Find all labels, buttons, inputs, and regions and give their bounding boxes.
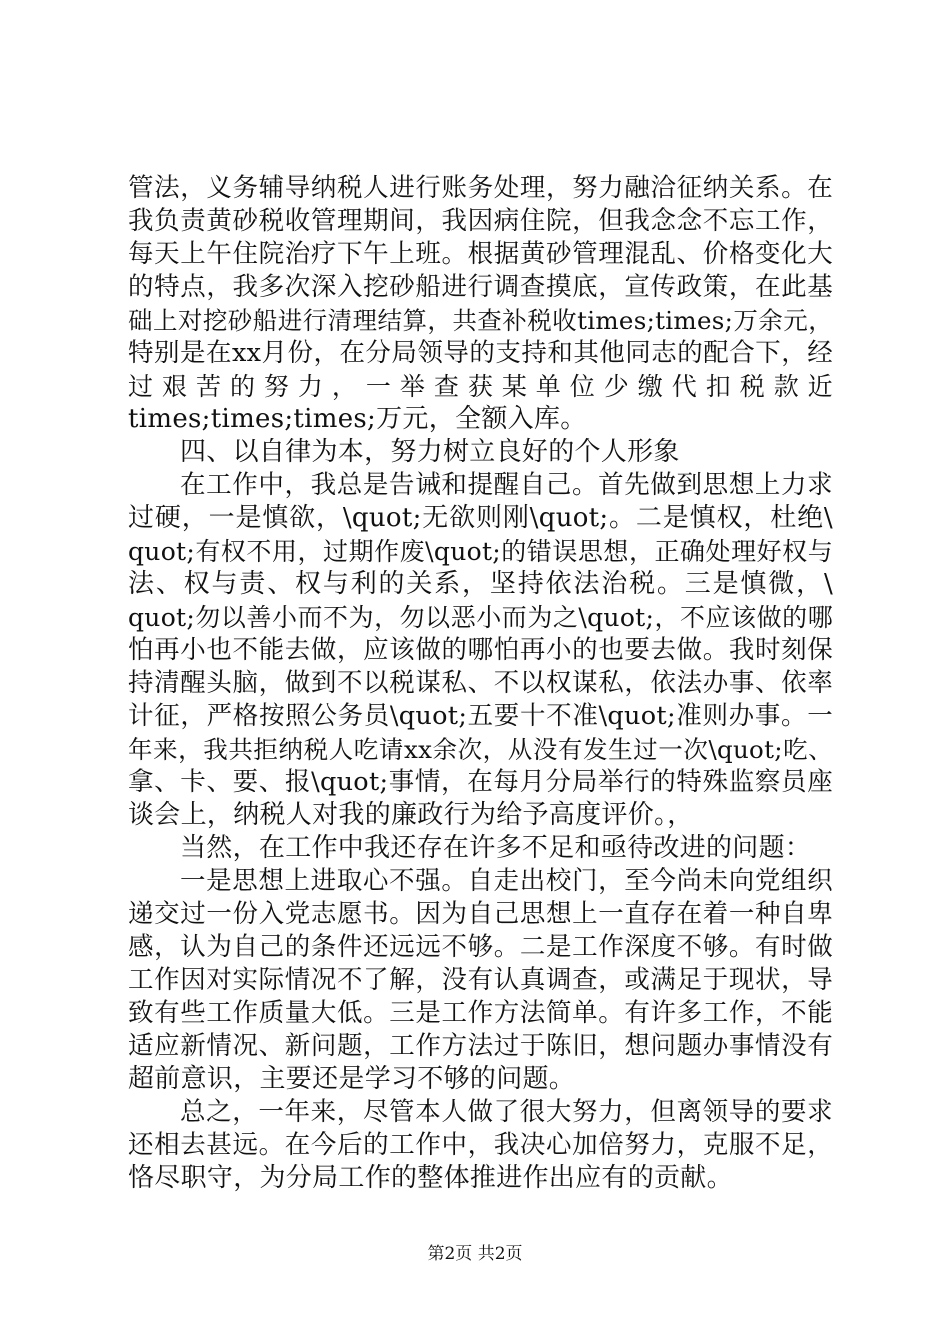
text-line: 拿、卡、要、报\quot;事情，在每月分局举行的特殊监察员座 [128, 767, 833, 797]
text-line: 持清醒头脑，做到不以税谋私、不以权谋私，依法办事、依率 [128, 668, 833, 698]
text-line: 每天上午住院治疗下午上班。根据黄砂管理混乱、价格变化大 [128, 239, 833, 269]
text-line: 础上对挖砂船进行清理结算，共查补税收times;times;万余元， [128, 306, 833, 335]
text-line: 法、权与责、权与利的关系，坚持依法治税。三是慎微，\ [128, 569, 833, 599]
text-line: 我负责黄砂税收管理期间，我因病住院，但我念念不忘工作， [128, 206, 833, 236]
text-line: 一是思想上进取心不强。自走出校门，至今尚未向党组织 [180, 866, 833, 896]
text-line: 在工作中，我总是告诫和提醒自己。首先做到思想上力求 [180, 470, 833, 500]
text-line: 致有些工作质量大低。三是工作方法简单。有许多工作，不能 [128, 998, 833, 1028]
document-body [128, 172, 833, 1195]
text-line: 特别是在xx月份，在分局领导的支持和其他同志的配合下，经 [128, 338, 833, 368]
text-line: quot;勿以善小而不为，勿以恶小而为之\quot;，不应该做的哪 [128, 603, 833, 632]
text-line: quot;有权不用，过期作废\quot;的错误思想，正确处理好权与 [128, 537, 833, 566]
text-line: 恪尽职守，为分局工作的整体推进作出应有的贡献。 [128, 1163, 733, 1193]
text-line: 怕再小也不能去做，应该做的哪怕再小的也要去做。我时刻保 [128, 635, 833, 665]
text-line: 谈会上，纳税人对我的廉政行为给予高度评价。， [128, 800, 694, 830]
text-line: 管法，义务辅导纳税人进行账务处理，努力融洽征纳关系。在 [128, 173, 833, 203]
text-line: 感，认为自己的条件还远远不够。二是工作深度不够。有时做 [128, 932, 833, 962]
text-line: 的特点，我多次深入挖砂船进行调查摸底，宣传政策，在此基 [128, 272, 833, 302]
text-line: 超前意识，主要还是学习不够的问题。 [128, 1064, 576, 1094]
text-line: 四、以自律为本，努力树立良好的个人形象 [180, 437, 680, 467]
text-line: 适应新情况、新问题，工作方法过于陈旧，想问题办事情没有 [128, 1031, 833, 1061]
page-footer: 第2页 共2页 [427, 1244, 523, 1264]
text-line: 年来，我共拒纳税人吃请xx余次，从没有发生过一次\quot;吃、 [128, 735, 833, 764]
text-line: 递交过一份入党志愿书。因为自己思想上一直存在着一种自卑 [128, 899, 833, 929]
text-line: times;times;times;万元，全额入库。 [128, 404, 587, 434]
text-line: 还相去甚远。在今后的工作中，我决心加倍努力，克服不足， [128, 1130, 833, 1160]
text-line: 工作因对实际情况不了解，没有认真调查，或满足于现状，导 [128, 965, 833, 995]
text-line: 计征，严格按照公务员\quot;五要十不准\quot;准则办事。一 [128, 701, 833, 731]
text-line: 过 艰 苦 的 努 力 ， 一 举 查 获 某 单 位 少 缴 代 扣 税 款 近 [128, 372, 833, 401]
text-line: 当然，在工作中我还存在许多不足和亟待改进的问题： [180, 833, 812, 863]
text-line: 总之，一年来，尽管本人做了很大努力，但离领导的要求 [180, 1097, 833, 1127]
text-line: 过硬，一是慎欲，\quot;无欲则刚\quot;。二是慎权，杜绝\ [128, 503, 833, 533]
